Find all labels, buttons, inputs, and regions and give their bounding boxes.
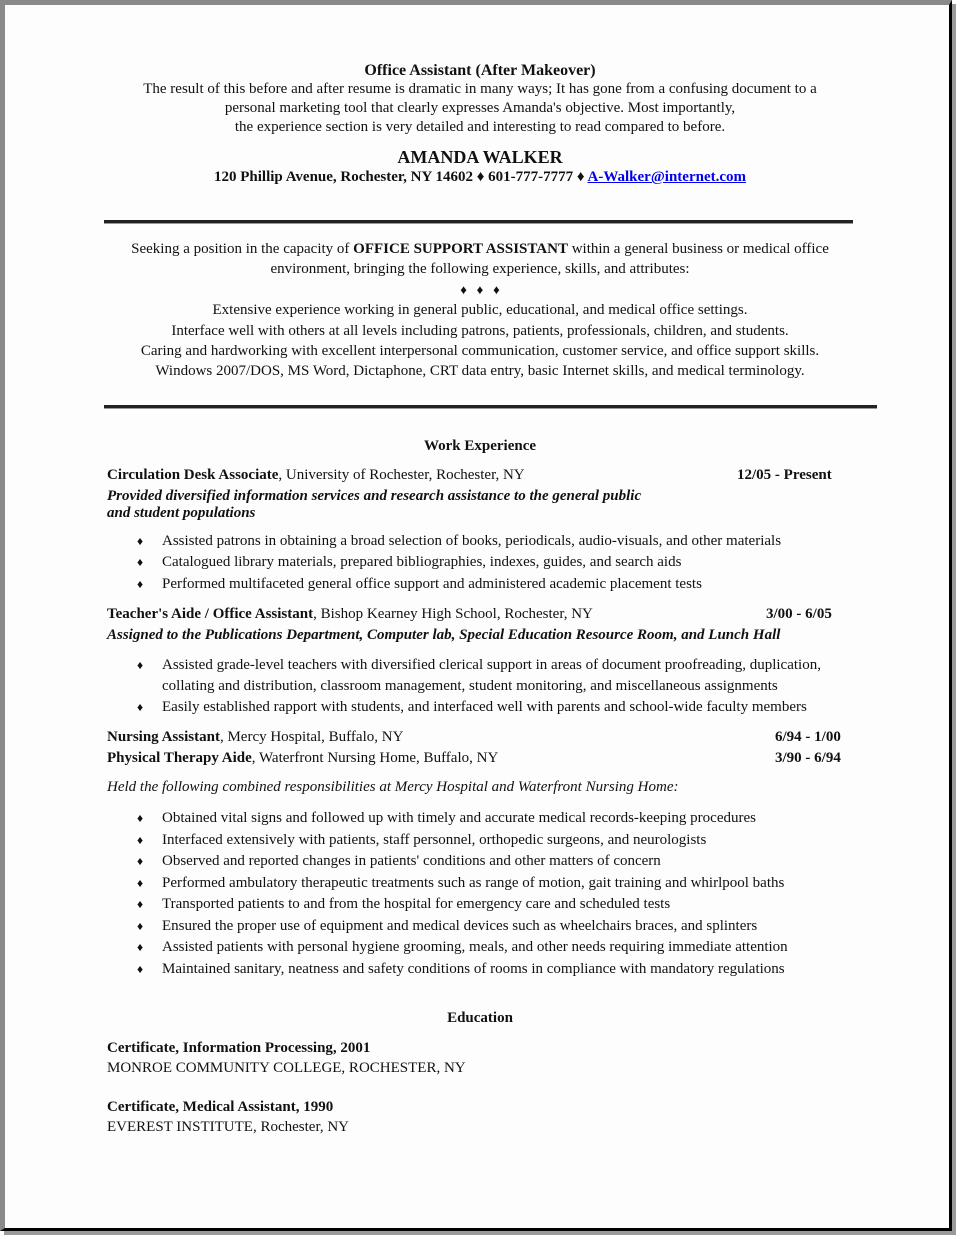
bullet-text: collating and distribution, classroom management, student monitoring, and miscellaneous assignments xyxy=(162,678,778,694)
job-header xyxy=(107,466,525,484)
education-degree: Certificate, Medical Assistant, 1990 xyxy=(107,1099,334,1115)
bullet-icon: ♦ xyxy=(137,658,144,672)
job-title: Nursing Assistant xyxy=(107,729,220,745)
job-header xyxy=(107,749,498,767)
divider-rule xyxy=(104,220,853,224)
bullet-text: Transported patients to and from the hospital for emergency care and scheduled tests xyxy=(162,896,671,912)
bullet-icon: ♦ xyxy=(137,700,144,714)
bullet-text: Obtained vital signs and followed up with timely and accurate medical records-keeping procedures xyxy=(162,810,756,826)
combined-summary: Held the following combined responsibilities at Mercy Hospital and Waterfront Nursing Home: xyxy=(107,779,679,795)
education-heading: Education xyxy=(447,1010,513,1026)
bullet-text: Ensured the proper use of equipment and medical devices such as wheelchairs braces, and splinters xyxy=(162,918,758,934)
objective-point: Interface well with others at all levels including patrons, patients, professionals, children, and students. xyxy=(171,323,789,339)
address: 120 Phillip Avenue, Rochester, NY 14602 ♦ 601-777-7777 ♦ xyxy=(214,169,588,185)
bullet-icon: ♦ xyxy=(137,876,144,890)
bullet-text: Easily established rapport with students, and interfaced well with parents and school-wide faculty members xyxy=(162,699,807,715)
bullet-text: Assisted grade-level teachers with diversified clerical support in areas of document proofreading, duplication, xyxy=(162,657,821,673)
job-place: , University of Rochester, Rochester, NY xyxy=(278,467,525,483)
bullet-icon: ♦ xyxy=(137,940,144,954)
objective-line xyxy=(0,240,960,258)
job-place: , Mercy Hospital, Buffalo, NY xyxy=(219,729,404,745)
bullet-text: Interfaced extensively with patients, staff personnel, orthopedic surgeons, and neurologists xyxy=(162,832,707,848)
email-link[interactable]: A-Walker@internet.com xyxy=(587,169,746,185)
description-line: personal marketing tool that clearly expresses Amanda's objective. Most importantly, xyxy=(224,100,736,116)
bullet-icon: ♦ xyxy=(137,577,144,591)
bullet-icon: ♦ xyxy=(137,534,144,548)
education-school: MONROE COMMUNITY COLLEGE, ROCHESTER, NY xyxy=(107,1060,466,1076)
bullet-icon: ♦ xyxy=(137,962,144,976)
candidate-name: AMANDA WALKER xyxy=(397,147,563,167)
description-line: The result of this before and after resume is dramatic in many ways; It has gone from a confusing document to a xyxy=(143,81,817,97)
bullet-icon: ♦ xyxy=(137,555,144,569)
objective-point: Caring and hardworking with excellent interpersonal communication, customer service, and office support skills. xyxy=(140,343,820,359)
divider-rule xyxy=(104,405,877,409)
job-title: Circulation Desk Associate xyxy=(107,467,279,483)
bullet-text: Maintained sanitary, neatness and safety conditions of rooms in compliance with mandatory regulations xyxy=(162,961,785,977)
job-summary: Provided diversified information services and research assistance to the general public xyxy=(107,488,642,504)
bullet-icon: ♦ xyxy=(137,919,144,933)
description-line: the experience section is very detailed and interesting to read compared to before. xyxy=(234,119,726,135)
bullet-icon: ♦ xyxy=(137,833,144,847)
bullet-text: Catalogued library materials, prepared bibliographies, indexes, guides, and search aids xyxy=(162,554,682,570)
document-title: Office Assistant (After Makeover) xyxy=(364,62,596,79)
job-title: Teacher's Aide / Office Assistant xyxy=(107,606,314,622)
job-dates: 3/00 - 6/05 xyxy=(766,606,832,622)
objective-text: Seeking a position in the capacity of xyxy=(131,241,354,257)
contact-line xyxy=(0,168,960,186)
job-summary: Assigned to the Publications Department, Computer lab, Special Education Resource Room, and Lunch Hall xyxy=(107,627,781,643)
job-header xyxy=(107,728,403,746)
bullet-icon: ♦ xyxy=(137,897,144,911)
job-title: Physical Therapy Aide xyxy=(107,750,252,766)
job-place: , Waterfront Nursing Home, Buffalo, NY xyxy=(251,750,499,766)
bullet-text: Assisted patients with personal hygiene grooming, meals, and other needs requiring immediate attention xyxy=(162,939,788,955)
bullet-icon: ♦ xyxy=(137,854,144,868)
objective-point: Extensive experience working in general public, educational, and medical office settings. xyxy=(212,302,748,318)
job-dates: 6/94 - 1/00 xyxy=(775,729,841,745)
job-place: , Bishop Kearney High School, Rochester, NY xyxy=(313,606,593,622)
job-summary: and student populations xyxy=(107,505,256,521)
bullet-text: Performed multifaceted general office support and administered academic placement tests xyxy=(162,576,702,592)
education-school: EVEREST INSTITUTE, Rochester, NY xyxy=(107,1119,349,1135)
job-header xyxy=(107,605,593,623)
job-dates: 3/90 - 6/94 xyxy=(775,750,841,766)
diamond-divider: ♦ ♦ ♦ xyxy=(460,282,500,297)
education-degree: Certificate, Information Processing, 2001 xyxy=(107,1040,371,1056)
work-experience-heading: Work Experience xyxy=(423,438,537,454)
objective-text: within a general business or medical office xyxy=(567,241,829,257)
bullet-text: Assisted patrons in obtaining a broad selection of books, periodicals, audio-visuals, and other materials xyxy=(162,533,782,549)
objective-position: OFFICE SUPPORT ASSISTANT xyxy=(353,241,568,257)
bullet-text: Performed ambulatory therapeutic treatments such as range of motion, gait training and whirlpool baths xyxy=(162,875,785,891)
objective-line: environment, bringing the following experience, skills, and attributes: xyxy=(270,261,690,277)
job-dates: 12/05 - Present xyxy=(737,467,832,483)
bullet-text: Observed and reported changes in patients' conditions and other matters of concern xyxy=(162,853,661,869)
bullet-icon: ♦ xyxy=(137,811,144,825)
objective-point: Windows 2007/DOS, MS Word, Dictaphone, CRT data entry, basic Internet skills, and medical terminology. xyxy=(155,363,805,379)
